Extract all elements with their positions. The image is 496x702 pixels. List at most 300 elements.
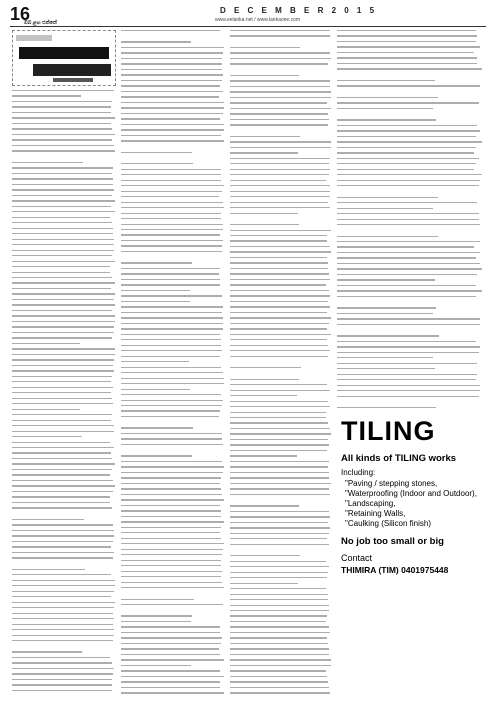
text-line xyxy=(12,315,115,316)
text-line xyxy=(121,692,224,693)
text-line xyxy=(12,524,113,525)
text-line xyxy=(121,455,192,456)
text-line xyxy=(12,474,110,475)
text-line xyxy=(121,301,190,302)
text-line xyxy=(230,30,330,31)
text-line xyxy=(121,505,220,506)
text-line xyxy=(230,86,330,87)
text-line xyxy=(121,615,192,616)
text-line xyxy=(12,557,113,558)
text-line xyxy=(12,469,112,470)
text-line xyxy=(230,659,331,660)
text-line xyxy=(12,662,112,663)
text-line xyxy=(12,206,111,207)
text-line xyxy=(12,150,115,151)
text-line xyxy=(230,676,327,677)
text-line xyxy=(121,427,193,428)
text-line xyxy=(337,246,474,247)
text-line xyxy=(230,572,328,573)
text-line xyxy=(230,422,328,423)
text-line xyxy=(121,58,222,59)
text-line xyxy=(337,125,477,126)
text-line xyxy=(12,442,110,443)
text-line xyxy=(12,128,112,129)
text-line xyxy=(230,196,330,197)
text-line xyxy=(230,477,329,478)
text-line xyxy=(337,290,482,291)
text-line xyxy=(230,284,326,285)
text-line xyxy=(12,288,111,289)
text-line xyxy=(230,621,326,622)
text-line xyxy=(230,632,330,633)
text-line xyxy=(121,185,224,186)
text-line xyxy=(121,549,223,550)
text-line xyxy=(337,68,482,69)
title-line-graphic xyxy=(33,64,111,76)
text-line xyxy=(230,390,330,391)
text-line xyxy=(230,538,327,539)
text-line xyxy=(337,119,436,120)
text-line xyxy=(121,466,224,467)
text-line xyxy=(230,147,331,148)
text-line xyxy=(121,196,219,197)
text-line xyxy=(12,679,112,680)
text-line xyxy=(12,354,115,355)
text-line xyxy=(230,224,299,225)
text-line xyxy=(12,167,113,168)
text-line xyxy=(121,80,222,81)
text-line xyxy=(12,574,111,575)
text-line xyxy=(121,621,191,622)
text-line xyxy=(121,637,222,638)
text-line xyxy=(337,141,482,142)
text-line xyxy=(230,75,299,76)
text-line xyxy=(121,328,223,329)
text-line xyxy=(121,554,222,555)
text-line xyxy=(337,296,476,297)
text-line xyxy=(12,431,114,432)
text-line xyxy=(12,425,114,426)
text-line xyxy=(337,136,476,137)
text-line xyxy=(230,450,327,451)
text-line xyxy=(12,376,112,377)
text-line xyxy=(230,240,327,241)
text-line xyxy=(230,63,328,64)
ad-contact-label: Contact xyxy=(341,553,373,563)
text-line xyxy=(12,409,80,410)
text-line xyxy=(12,272,110,273)
text-line xyxy=(337,202,477,203)
text-line xyxy=(121,438,222,439)
text-line xyxy=(121,107,224,108)
text-line xyxy=(12,189,114,190)
text-line xyxy=(121,47,224,48)
text-line xyxy=(12,507,112,508)
text-line xyxy=(230,119,329,120)
text-line xyxy=(337,390,480,391)
text-line xyxy=(230,444,329,445)
text-line xyxy=(230,610,329,611)
text-line xyxy=(121,587,224,588)
text-line xyxy=(337,279,435,280)
text-line xyxy=(12,244,114,245)
text-line xyxy=(121,389,190,390)
text-line xyxy=(121,499,224,500)
text-line xyxy=(337,236,438,237)
text-line xyxy=(12,304,115,305)
text-line xyxy=(230,588,326,589)
text-line xyxy=(121,213,221,214)
text-line xyxy=(230,339,327,340)
text-line xyxy=(337,352,479,353)
page-header xyxy=(10,6,486,24)
text-line xyxy=(337,363,477,364)
text-line xyxy=(12,684,112,685)
text-line xyxy=(337,274,477,275)
text-line xyxy=(121,102,224,103)
text-line xyxy=(121,472,223,473)
text-line xyxy=(230,213,298,214)
text-line xyxy=(12,233,113,234)
text-line xyxy=(337,46,480,47)
text-line xyxy=(12,635,114,636)
text-line xyxy=(12,139,112,140)
text-line xyxy=(230,522,328,523)
text-line xyxy=(230,152,298,153)
issue-month: D E C E M B E R 2 0 1 5 xyxy=(220,6,378,15)
header-rule xyxy=(10,26,486,27)
text-line xyxy=(12,266,110,267)
text-line xyxy=(230,279,330,280)
text-line xyxy=(12,145,114,146)
text-line xyxy=(337,80,435,81)
text-line xyxy=(121,129,224,130)
text-line xyxy=(230,169,330,170)
text-line xyxy=(337,213,479,214)
text-line xyxy=(12,359,114,360)
text-line xyxy=(337,158,479,159)
text-line xyxy=(337,97,438,98)
text-line xyxy=(230,544,329,545)
text-line xyxy=(230,566,329,567)
text-line xyxy=(230,401,328,402)
text-line xyxy=(12,436,82,437)
text-line xyxy=(230,185,330,186)
text-line xyxy=(230,262,328,263)
text-line xyxy=(337,285,476,286)
text-line xyxy=(12,90,114,91)
text-line xyxy=(230,35,330,36)
text-line xyxy=(337,85,480,86)
text-line xyxy=(12,485,115,486)
article-title-graphic xyxy=(12,30,116,86)
text-line xyxy=(121,169,221,170)
text-line xyxy=(121,312,222,313)
article-column-3 xyxy=(230,30,332,694)
text-line xyxy=(12,602,115,603)
text-line xyxy=(337,108,433,109)
text-line xyxy=(12,629,114,630)
text-line xyxy=(230,367,301,368)
text-line xyxy=(121,245,222,246)
text-line xyxy=(12,239,114,240)
text-line xyxy=(12,651,82,652)
text-line xyxy=(12,112,111,113)
text-line xyxy=(121,135,221,136)
text-line xyxy=(12,591,114,592)
text-line xyxy=(230,246,330,247)
text-line xyxy=(121,571,222,572)
text-line xyxy=(121,140,224,141)
text-line xyxy=(12,463,115,464)
text-line xyxy=(337,208,433,209)
text-line xyxy=(121,268,220,269)
text-line xyxy=(230,379,299,380)
text-line xyxy=(12,596,111,597)
text-line xyxy=(121,582,222,583)
text-line xyxy=(230,665,331,666)
text-line xyxy=(337,385,480,386)
text-line xyxy=(12,337,112,338)
text-line xyxy=(121,367,221,368)
text-line xyxy=(230,687,329,688)
article-column-2 xyxy=(121,30,225,694)
text-line xyxy=(121,433,222,434)
text-line xyxy=(12,398,112,399)
text-line xyxy=(230,334,331,335)
text-line xyxy=(12,569,85,570)
text-line xyxy=(121,538,221,539)
text-line xyxy=(121,483,220,484)
text-line xyxy=(230,533,329,534)
text-line xyxy=(230,505,299,506)
text-line xyxy=(230,306,330,307)
text-line xyxy=(121,494,222,495)
text-line xyxy=(121,372,223,373)
text-line xyxy=(121,461,222,462)
text-line xyxy=(12,321,115,322)
text-line xyxy=(230,615,327,616)
text-line xyxy=(12,195,112,196)
text-line xyxy=(121,152,192,153)
text-line xyxy=(230,472,329,473)
text-line xyxy=(121,681,220,682)
text-line xyxy=(230,384,327,385)
text-line xyxy=(121,576,221,577)
text-line xyxy=(230,466,328,467)
text-line xyxy=(12,502,110,503)
text-line xyxy=(230,643,328,644)
text-line xyxy=(230,180,326,181)
text-line xyxy=(12,332,114,333)
text-line xyxy=(337,224,480,225)
text-line xyxy=(12,452,111,453)
text-line xyxy=(121,174,221,175)
text-line xyxy=(121,290,190,291)
text-line xyxy=(12,387,113,388)
text-line xyxy=(121,648,219,649)
text-line xyxy=(121,383,224,384)
text-line xyxy=(12,690,112,691)
text-line xyxy=(121,295,222,296)
text-line xyxy=(230,433,331,434)
text-line xyxy=(121,52,223,53)
text-line xyxy=(337,313,433,314)
text-line xyxy=(230,163,329,164)
text-line xyxy=(12,657,110,658)
text-line xyxy=(121,262,192,263)
text-line xyxy=(230,594,328,595)
text-line xyxy=(121,560,221,561)
text-line xyxy=(337,152,474,153)
text-line xyxy=(230,350,330,351)
text-line xyxy=(121,477,221,478)
title-byline-graphic xyxy=(53,78,93,82)
title-line-graphic xyxy=(19,47,109,59)
text-line xyxy=(12,668,114,669)
text-line xyxy=(121,91,223,92)
text-line xyxy=(12,101,112,102)
text-line xyxy=(121,676,224,677)
text-line xyxy=(230,102,327,103)
text-line xyxy=(230,406,330,407)
ad-service-item: "Caulking (Silicon finish) xyxy=(345,519,431,528)
text-line xyxy=(121,229,223,230)
text-line xyxy=(12,178,113,179)
text-line xyxy=(337,379,476,380)
text-line xyxy=(12,552,114,553)
text-line xyxy=(230,483,331,484)
text-line xyxy=(121,334,220,335)
text-line xyxy=(230,605,329,606)
text-line xyxy=(230,412,326,413)
issue-label: ඔබ ළඟ එන්නේ xyxy=(24,20,57,26)
text-line xyxy=(121,599,194,600)
text-line xyxy=(337,35,477,36)
text-line xyxy=(121,251,222,252)
text-line xyxy=(121,654,220,655)
title-tag-graphic xyxy=(16,35,52,41)
ad-service-item: "Landscaping, xyxy=(345,499,396,508)
text-line xyxy=(121,543,224,544)
text-line xyxy=(121,444,223,445)
text-line xyxy=(121,41,191,42)
text-line xyxy=(12,624,113,625)
text-line xyxy=(337,30,476,31)
text-line xyxy=(230,97,331,98)
website-links: www.eelanka.net / www.lankaone.com xyxy=(215,17,301,23)
text-line xyxy=(121,113,223,114)
text-line xyxy=(12,458,112,459)
text-line xyxy=(337,341,476,342)
text-line xyxy=(230,692,330,693)
text-line xyxy=(121,74,223,75)
text-line xyxy=(12,250,114,251)
text-line xyxy=(230,395,297,396)
text-line xyxy=(12,613,113,614)
text-line xyxy=(12,261,115,262)
text-line xyxy=(12,541,113,542)
text-line xyxy=(230,428,330,429)
text-line xyxy=(121,273,219,274)
text-line xyxy=(337,197,438,198)
text-line xyxy=(337,63,477,64)
text-line xyxy=(12,519,84,520)
ad-title: TILING xyxy=(341,416,436,446)
text-line xyxy=(121,323,223,324)
text-line xyxy=(12,343,80,344)
text-line xyxy=(12,123,111,124)
text-line xyxy=(121,527,221,528)
text-line xyxy=(337,335,439,336)
text-line xyxy=(121,124,224,125)
text-line xyxy=(230,417,326,418)
text-line xyxy=(12,535,114,536)
text-line xyxy=(230,58,331,59)
text-line xyxy=(12,173,112,174)
text-line xyxy=(121,510,221,511)
text-line xyxy=(337,147,476,148)
text-line xyxy=(337,252,480,253)
text-line xyxy=(230,251,331,252)
text-line xyxy=(337,407,436,408)
text-line xyxy=(12,530,114,531)
text-line xyxy=(121,85,220,86)
text-line xyxy=(230,47,300,48)
text-line xyxy=(12,580,115,581)
tiling-advertisement xyxy=(333,416,483,684)
text-line xyxy=(230,141,331,142)
text-line xyxy=(121,345,221,346)
text-line xyxy=(121,163,193,164)
text-line xyxy=(12,618,114,619)
ad-service-item: "Retaining Walls, xyxy=(345,509,406,518)
text-line xyxy=(230,257,327,258)
text-line xyxy=(230,235,327,236)
text-line xyxy=(230,191,330,192)
text-line xyxy=(337,57,477,58)
text-line xyxy=(121,180,221,181)
text-line xyxy=(121,118,220,119)
text-line xyxy=(337,41,476,42)
text-line xyxy=(230,527,330,528)
text-line xyxy=(121,63,222,64)
text-line xyxy=(230,91,331,92)
text-line xyxy=(230,113,328,114)
text-line xyxy=(230,52,330,53)
text-line xyxy=(12,134,115,135)
text-line xyxy=(230,174,329,175)
text-line xyxy=(230,511,329,512)
text-line xyxy=(121,670,220,671)
text-line xyxy=(12,200,115,201)
text-line xyxy=(12,162,83,163)
text-line xyxy=(337,374,477,375)
text-line xyxy=(121,410,220,411)
page-number: 16 xyxy=(10,4,31,24)
text-line xyxy=(337,346,480,347)
text-line xyxy=(230,268,328,269)
text-line xyxy=(337,241,480,242)
text-line xyxy=(230,323,329,324)
text-line xyxy=(230,583,298,584)
text-line xyxy=(230,455,297,456)
text-line xyxy=(230,516,330,517)
text-line xyxy=(121,218,221,219)
text-line xyxy=(12,277,112,278)
text-line xyxy=(230,158,330,159)
text-line xyxy=(121,317,223,318)
